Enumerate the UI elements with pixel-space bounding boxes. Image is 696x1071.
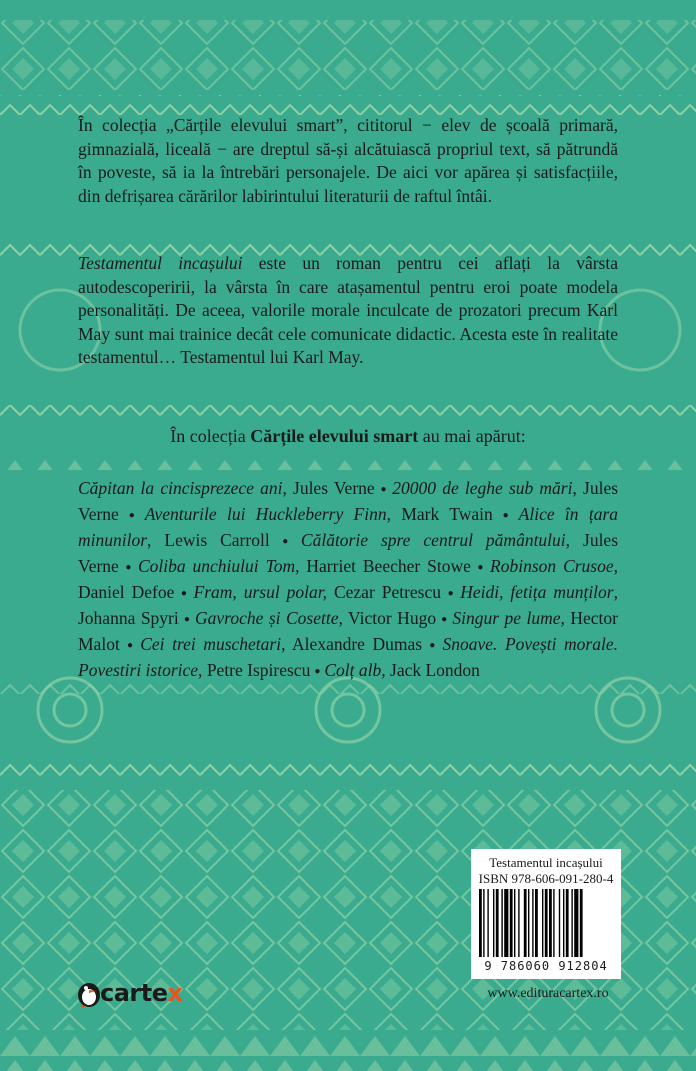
bullet-separator: ● — [314, 666, 321, 677]
collection-book-title: Căpitan la cincisprezece ani — [78, 478, 283, 498]
collection-heading: În colecția Cărțile elevului smart au mai apărut: — [170, 426, 526, 446]
collection-book-author: , Mark Twain — [386, 504, 493, 524]
isbn-text: ISBN 978-606-091-280-4 — [478, 871, 614, 886]
collection-book-author: , Alexandre Dumas — [281, 634, 423, 654]
publisher-logo — [76, 978, 183, 1008]
collection-book-author: Daniel Defoe — [78, 582, 175, 602]
intro-paragraph: În colecția „Cărțile elevului smart”, cititorul − elev de școală primară, gimnazială, liceală − are dreptul să-și alcătuiască propriul text, să pătrundă în poveste, să ia la întrebări personajele. De aici vor apărea și satisfacțiile, din defrișarea cărărilor labirintului literaturii de raftul întâi. — [78, 115, 618, 206]
collection-book-author: , Jules Verne — [282, 478, 375, 498]
collection-book-author: Jack London — [385, 660, 480, 680]
about-text: este un roman pentru cei aflați la vârsta autodescoperirii, la vârsta în care atașamentul pentru eroi poate modela personalități. De aceea, valorile morale inculcate de prozatori precum Karl May sunt mai trainice decât cele comunicate didactic. Acesta este în realitate testamentul… Testamentul lui Karl May. — [78, 253, 619, 367]
collection-book-title: Alice în țara minunilor — [78, 504, 619, 550]
bullet-separator: ● — [122, 562, 134, 573]
book-title-italic: Testamentul incașului — [78, 253, 243, 273]
collection-book-title: Fram, ursul polar, — [193, 582, 328, 602]
collection-book-author: Hector Malot — [78, 608, 618, 654]
collection-book-author: , Lewis Carroll — [147, 530, 270, 550]
bullet-separator: ● — [182, 614, 192, 625]
collection-book-author: Petre Ispirescu — [202, 660, 311, 680]
bullet-separator: ● — [445, 588, 457, 599]
publisher-website: www.edituracartex.ro — [487, 986, 609, 1001]
collection-book-author: , Harriet Beecher Stowe — [295, 556, 471, 576]
bullet-separator: ● — [123, 640, 137, 651]
bullet-separator: ● — [426, 640, 439, 651]
barcode-digits: 9 786060 912804 — [484, 959, 608, 973]
barcode-panel — [471, 849, 621, 979]
collection-book-title: Cei trei muschetari — [140, 634, 282, 654]
collection-book-author: Cezar Petrescu — [327, 582, 442, 602]
bullet-separator: ● — [474, 562, 487, 573]
barcode-book-title: Testamentul incașului — [489, 855, 603, 870]
collection-book-author: , Johanna Spyri — [78, 582, 618, 628]
collection-book-title: Singur pe lume, — [452, 608, 565, 628]
collection-book-title: 20000 de leghe sub mări — [392, 478, 573, 498]
bullet-separator: ● — [178, 588, 190, 599]
collection-book-title: Gavroche și Cosette, — [195, 608, 343, 628]
collection-book-title: Robinson Crusoe, — [490, 556, 619, 576]
collection-book-author: , Jules Verne — [78, 478, 619, 524]
bullet-separator: ● — [378, 484, 389, 495]
collection-book-title: Aventurile lui Huckleberry Finn — [144, 504, 387, 524]
penguin-icon — [76, 978, 102, 1008]
collection-book-author: , Jules Verne — [78, 530, 619, 576]
collection-book-title: Heidi, fetița munților — [460, 582, 614, 602]
collection-name: Cărțile elevului smart — [250, 426, 419, 446]
bullet-separator: ● — [122, 510, 141, 521]
collection-book-title: Coliba unchiului Tom — [137, 556, 296, 576]
logo-wordmark: cartex — [100, 979, 183, 1007]
collection-book-title: Colț alb, — [324, 660, 386, 680]
bullet-separator: ● — [440, 614, 449, 625]
about-paragraph — [78, 252, 618, 370]
collection-titles — [78, 476, 618, 684]
collection-book-author: Victor Hugo — [342, 608, 437, 628]
collection-book-title: Călătorie spre centrul pământului — [300, 530, 566, 550]
bullet-separator: ● — [273, 536, 297, 547]
bullet-separator: ● — [496, 510, 515, 521]
collection-book-title: Snoave. Povești morale. Povestiri istorice, — [78, 634, 618, 680]
barcode-icon — [479, 889, 613, 961]
